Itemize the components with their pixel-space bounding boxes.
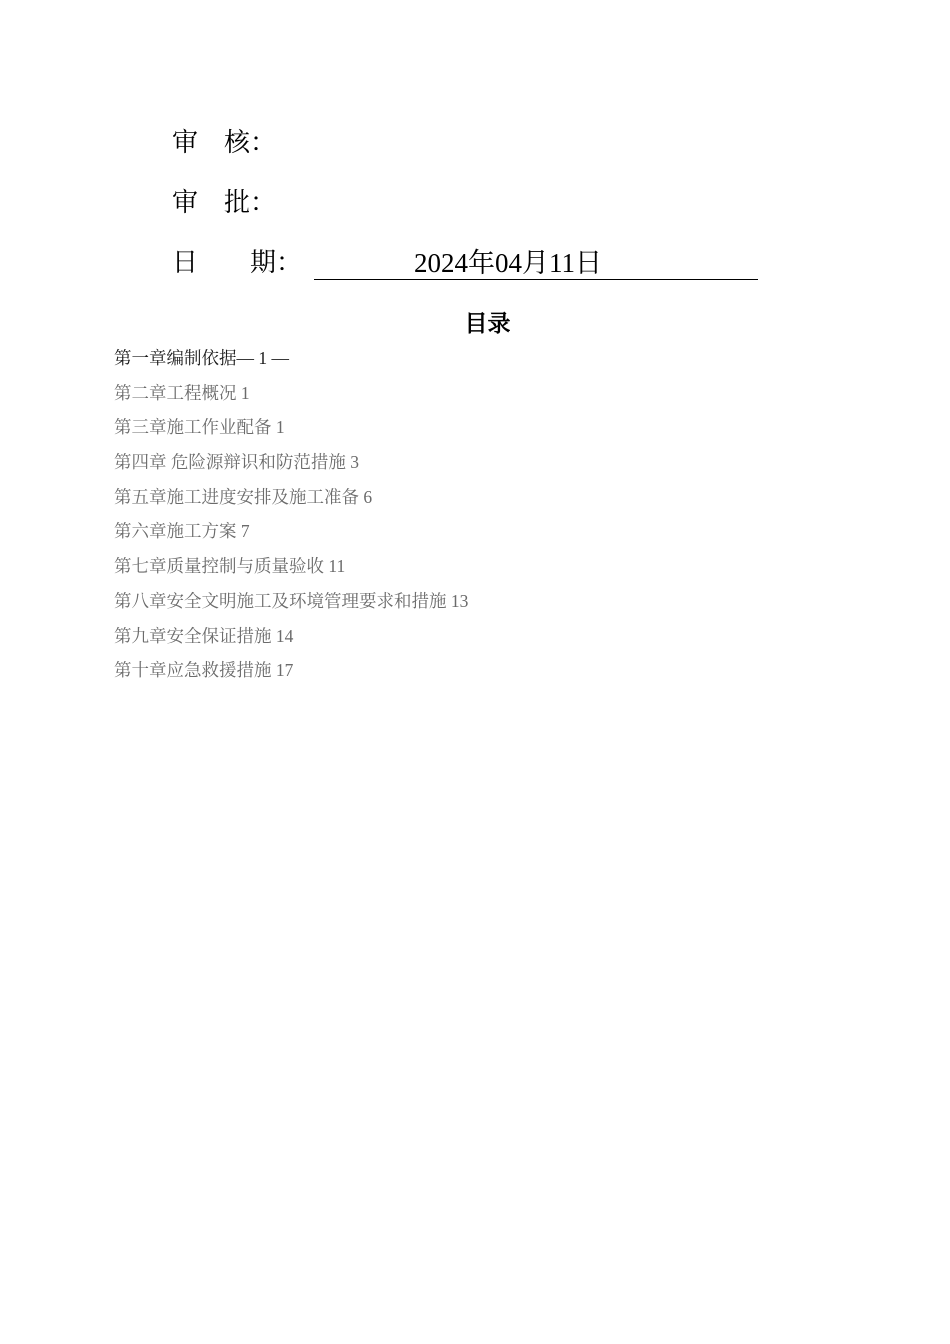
review-label: 审 核： bbox=[172, 128, 277, 158]
toc-item[interactable]: 第六章施工方案 7 bbox=[114, 521, 250, 542]
table-of-contents bbox=[114, 344, 468, 691]
toc-item[interactable]: 第一章编制依据— 1 — bbox=[114, 348, 289, 368]
review-row bbox=[172, 126, 276, 160]
date-label: 日 期： bbox=[172, 248, 303, 278]
toc-item[interactable]: 第十章应急救援措施 17 bbox=[114, 660, 294, 681]
toc-item[interactable]: 第七章质量控制与质量验收 11 bbox=[114, 556, 346, 577]
toc-item[interactable]: 第九章安全保证措施 14 bbox=[114, 625, 294, 646]
toc-title: 目录 bbox=[464, 310, 511, 337]
toc-item[interactable]: 第三章施工作业配备 1 bbox=[114, 417, 285, 438]
approve-row bbox=[172, 186, 276, 220]
date-row bbox=[172, 246, 302, 280]
approve-label: 审 批： bbox=[172, 188, 277, 218]
toc-item[interactable]: 第五章施工进度安排及施工准备 6 bbox=[114, 486, 373, 507]
toc-item[interactable]: 第八章安全文明施工及环境管理要求和措施 13 bbox=[114, 590, 469, 611]
toc-item[interactable]: 第四章 危险源辩识和防范措施 3 bbox=[114, 452, 359, 473]
toc-item[interactable]: 第二章工程概况 1 bbox=[114, 382, 250, 403]
date-value: 2024年04月11日 bbox=[314, 246, 758, 280]
